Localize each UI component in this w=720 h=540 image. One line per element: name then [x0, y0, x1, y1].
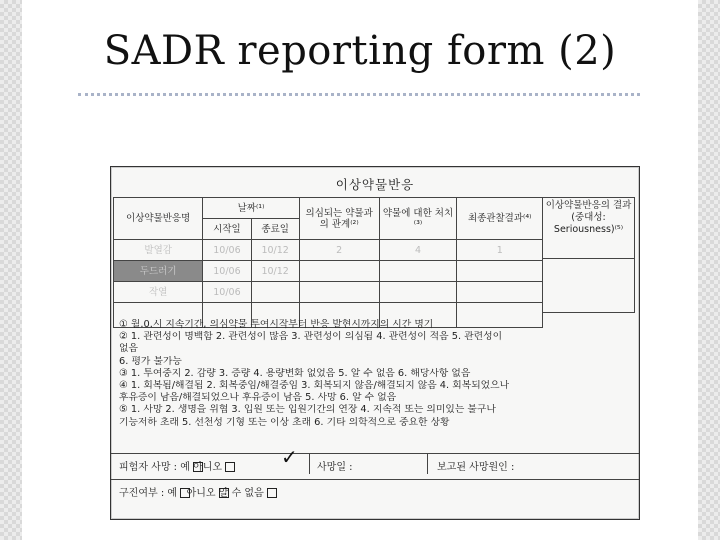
recovery-no-checkbox — [219, 488, 229, 498]
recovery-row — [111, 479, 639, 500]
note-line: ① 월.0.시 지속기간, 의심약물 투여시작부터 반응 발현시까지의 시간 명기 — [119, 319, 434, 330]
recovery-label-group — [119, 484, 264, 499]
row-3-cause — [299, 282, 379, 303]
death-no-label: 아니오 — [193, 462, 223, 473]
note-line: ④ 1. 회복됨/해결됨 2. 회복중임/해결중임 3. 회복되지 않음/해결되지 않음 4. 회복되었으나 — [119, 380, 510, 392]
death-no-checkbox — [225, 462, 235, 472]
note-line: 없음 — [119, 343, 138, 355]
row-1-cause: 2 — [299, 240, 379, 261]
row-2-cause — [299, 261, 379, 282]
slide-right-border — [698, 0, 720, 540]
header-end-date: 종료일 — [251, 219, 299, 240]
slide-title: SADR reporting form (2) — [103, 28, 617, 74]
row-2-outcome — [457, 261, 543, 282]
row-1-outcome: 1 — [457, 240, 543, 261]
recovery-yes-checkbox — [180, 488, 190, 498]
death-row — [111, 453, 639, 474]
seriousness-label: 이상약물반응의 결과(중대성: Seriousness)⁽⁵⁾ — [545, 200, 632, 235]
row-1-end: 10/12 — [251, 240, 299, 261]
death-label-group — [119, 458, 222, 473]
note-line: ③ 1. 투여중지 2. 감량 3. 증량 4. 용량변화 없었음 5. 알 수 없음 6. 해당사항 없음 — [119, 367, 471, 379]
row-1-name: 발열감 — [114, 240, 203, 261]
header-date: 날짜⁽¹⁾ — [203, 198, 299, 219]
death-divider-1 — [309, 454, 310, 474]
recovery-label: 구진여부 : 예 — [119, 488, 178, 499]
header-outcome: 최종관찰결과⁽⁴⁾ — [457, 198, 543, 240]
row-3-action — [379, 282, 457, 303]
sadr-form-image — [110, 166, 640, 520]
row-3-start: 10/06 — [203, 282, 251, 303]
note-line: 후유증이 남음/해결되었으나 후유증이 남음 5. 사망 6. 알 수 없음 — [119, 392, 397, 404]
row-2-action — [379, 261, 457, 282]
title-divider — [78, 93, 640, 96]
reaction-table — [113, 197, 543, 328]
row-2-name: 두드러기 — [114, 261, 203, 282]
row-3-outcome — [457, 282, 543, 303]
death-yes-checkbox — [193, 462, 203, 472]
recovery-unknown-label: 알 수 없음 — [218, 488, 264, 499]
death-label: 피험자 사망 : 예 — [119, 462, 190, 473]
note-line: 기능저하 초래 5. 선천성 기형 또는 이상 초래 6. 기타 의학적으로 중요한 상황 — [119, 416, 450, 428]
header-seriousness — [543, 197, 635, 313]
row-3-name: 작열 — [114, 282, 203, 303]
note-line: 6. 평가 불가능 — [119, 355, 182, 367]
form-heading: 이상약물반응 — [335, 177, 415, 192]
row-2-start: 10/06 — [203, 261, 251, 282]
death-date-label: 사망일 : — [317, 462, 353, 473]
seriousness-divider — [543, 258, 634, 259]
header-start-date: 시작일 — [203, 219, 251, 240]
row-1-action: 4 — [379, 240, 457, 261]
row-2-end: 10/12 — [251, 261, 299, 282]
header-reaction-name: 이상약물반응명 — [114, 198, 203, 240]
death-reason-label: 보고된 사망원인 : — [437, 462, 515, 473]
recovery-unknown-checkbox — [267, 488, 277, 498]
form-notes — [119, 319, 631, 429]
note-line: ② 1. 관련성이 명백함 2. 관련성이 많음 3. 관련성이 의심됨 4. 관련성이 적음 5. 관련성이 — [119, 331, 503, 343]
row-1-start: 10/06 — [203, 240, 251, 261]
header-causality: 의심되는 약물과의 관계⁽²⁾ — [299, 198, 379, 240]
death-divider-2 — [427, 454, 428, 474]
check-mark-icon: ✓ — [281, 445, 298, 469]
note-line: ⑤ 1. 사망 2. 생명을 위협 3. 입원 또는 입원기간의 연장 4. 지속적 또는 의미있는 불구나 — [119, 404, 496, 416]
row-3-end — [251, 282, 299, 303]
recovery-no-label: 아니오 — [186, 488, 216, 499]
slide-left-border — [0, 0, 22, 540]
header-action: 약물에 대한 처치⁽³⁾ — [379, 198, 457, 240]
